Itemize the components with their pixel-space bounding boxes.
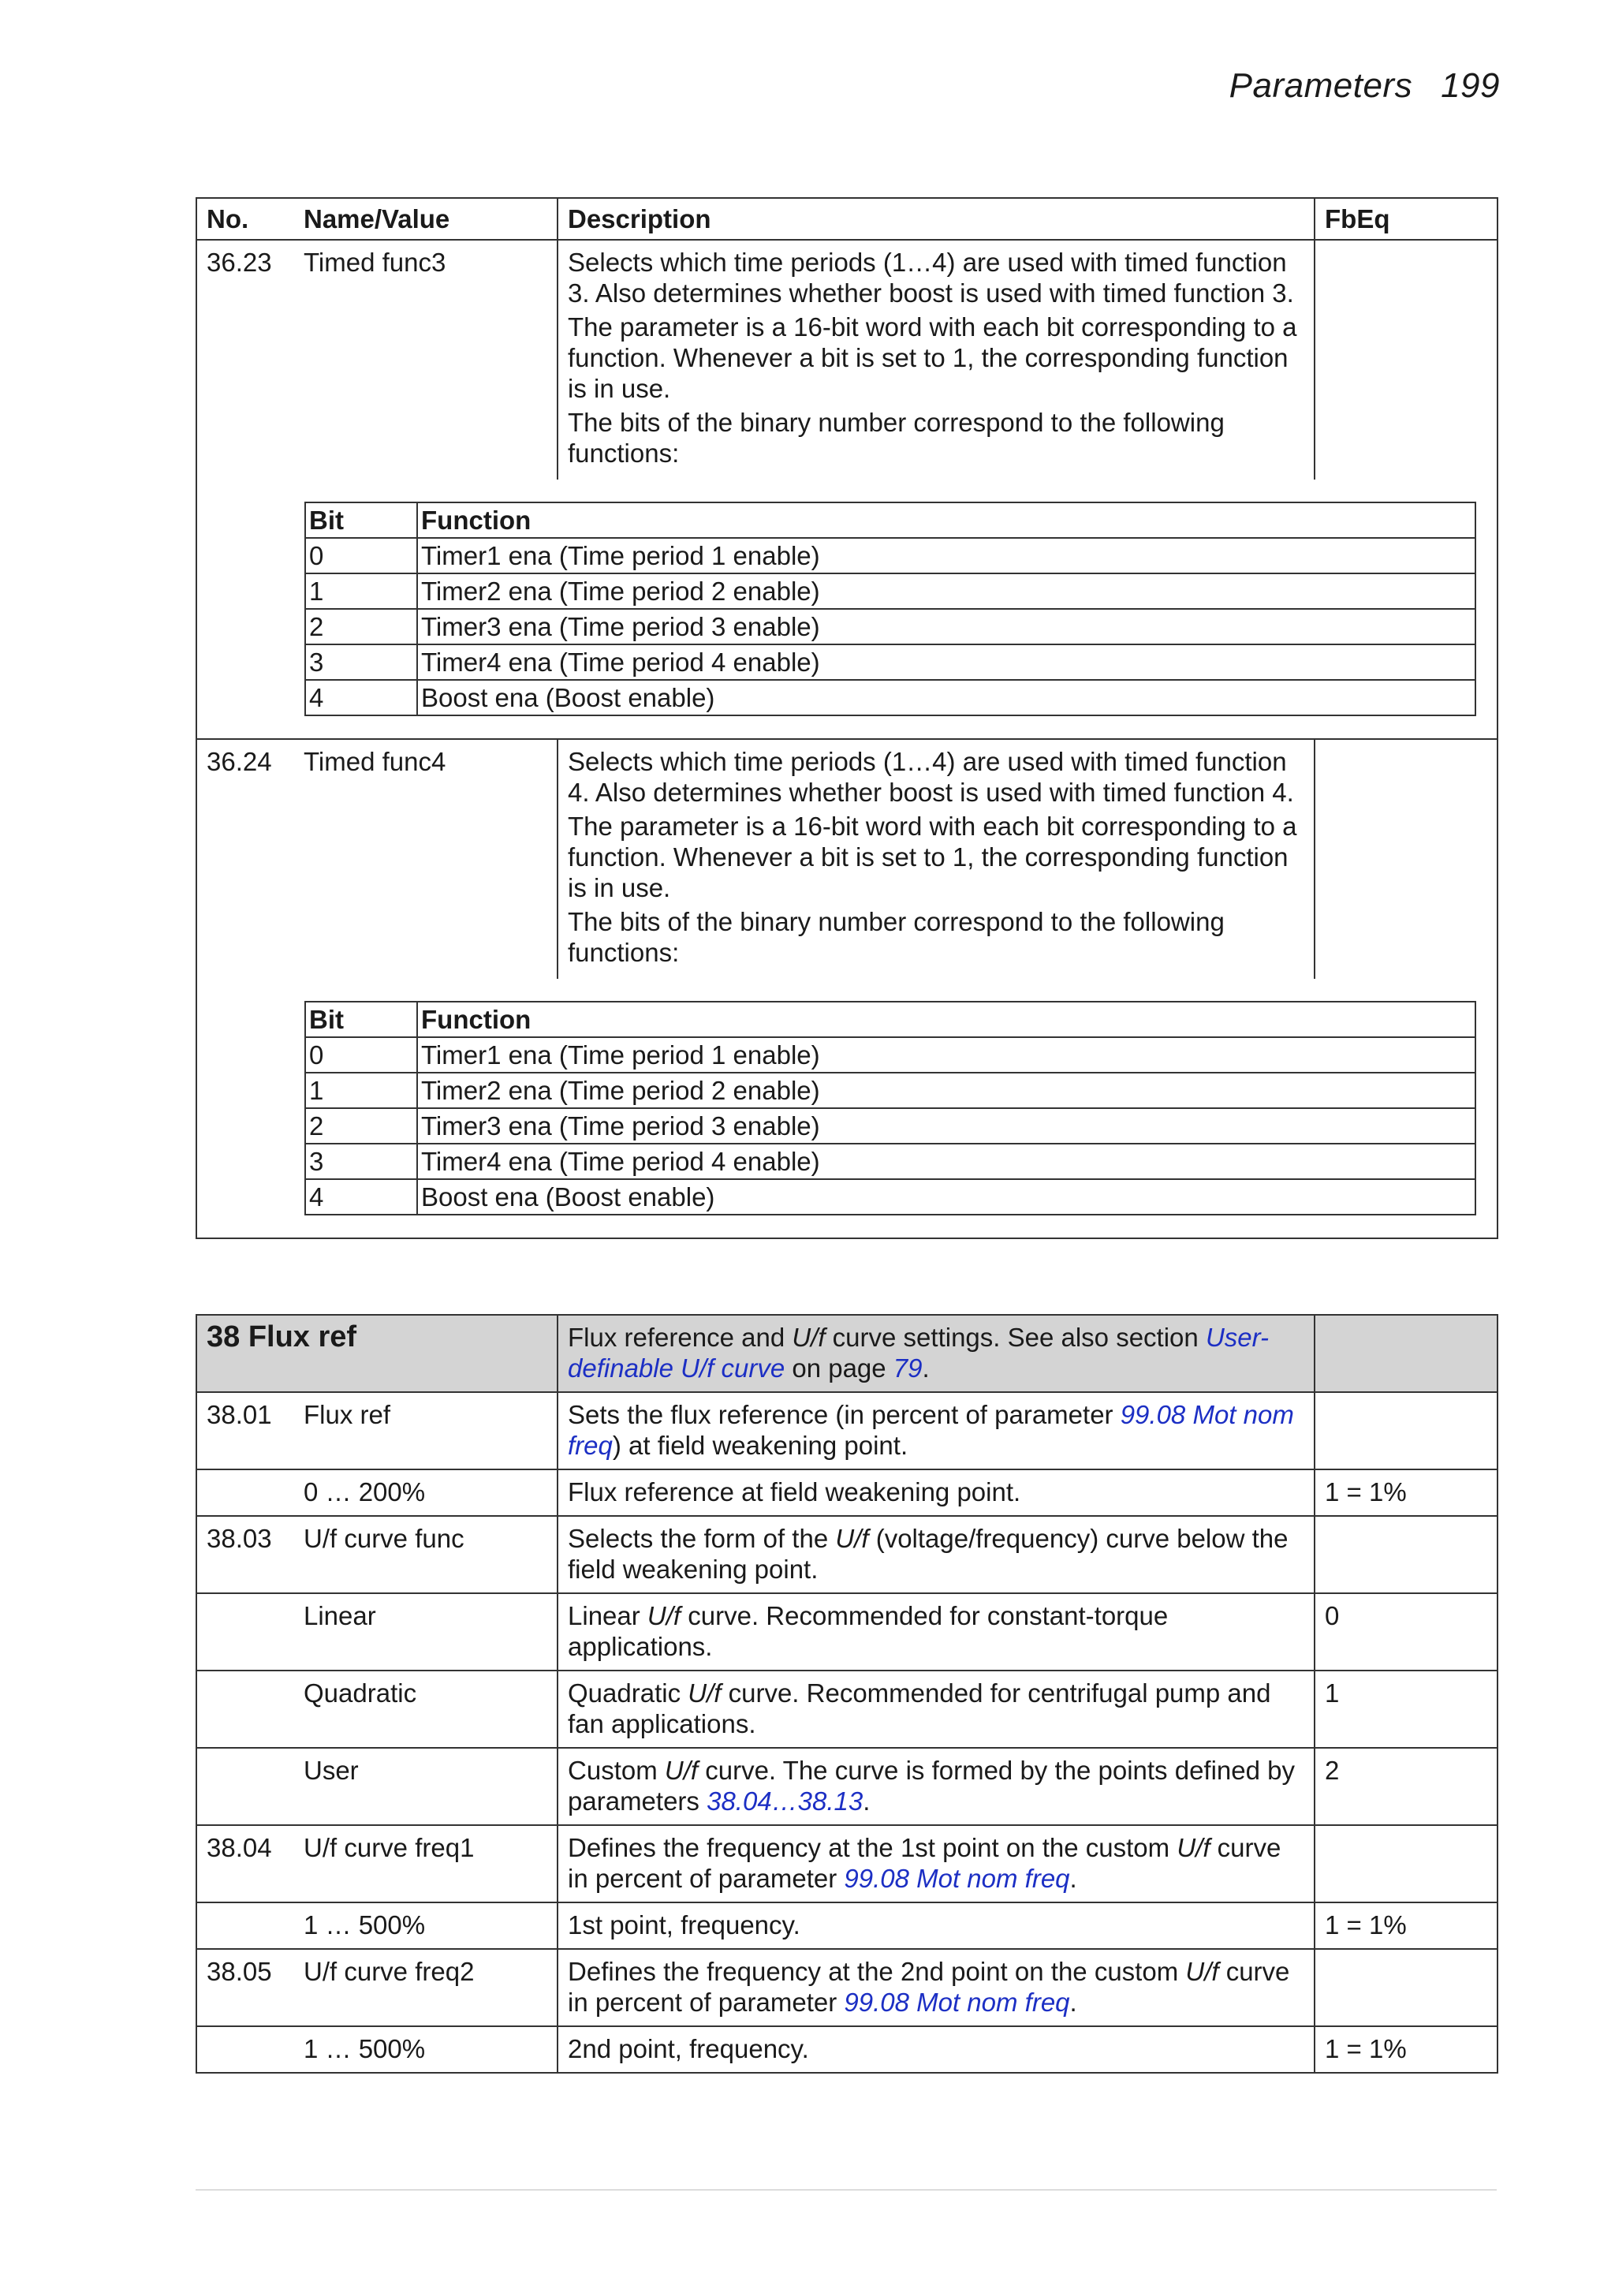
bit-function: Timer2 ena (Time period 2 enable) <box>417 573 1475 609</box>
group-header-row <box>196 1315 1498 1392</box>
text-run: curve. Recommended for centrifugal pump and fan applications. <box>568 1678 1271 1738</box>
param-name: U/f curve freq2 <box>294 1949 558 2026</box>
group-description <box>558 1315 1315 1392</box>
value-fbeq: 2 <box>1315 1748 1498 1825</box>
text-run: curve. The curve is formed by the points defined by parameters <box>568 1756 1296 1816</box>
param-row-3804 <box>196 1825 1498 1902</box>
param-description <box>558 240 1315 480</box>
col-header-fbeq: FbEq <box>1315 198 1498 240</box>
bit-function: Timer1 ena (Time period 1 enable) <box>417 1037 1475 1073</box>
bit-table-container <box>196 480 1498 739</box>
text-run: curve. Recommended for constant-torque applications. <box>568 1601 1169 1661</box>
col-header-description: Description <box>558 198 1315 240</box>
parameter-table-38 <box>196 1314 1498 2074</box>
param-fbeq <box>1315 1392 1498 1469</box>
bit-function: Timer3 ena (Time period 3 enable) <box>417 609 1475 644</box>
value-fbeq: 1 = 1% <box>1315 1469 1498 1516</box>
text-run: on page <box>785 1353 893 1383</box>
bit-row <box>305 573 1475 609</box>
bit-table-row-3623 <box>196 480 1498 739</box>
bit-function: Boost ena (Boost enable) <box>417 1179 1475 1215</box>
bit-function: Timer3 ena (Time period 3 enable) <box>417 1108 1475 1144</box>
text-run: U/f <box>664 1756 699 1785</box>
value-row <box>196 1671 1498 1748</box>
header-section-title: Parameters <box>1229 66 1413 105</box>
value-name: Quadratic <box>294 1671 558 1748</box>
desc-paragraph: Selects which time periods (1…4) are used with timed function 3. Also determines whether boost is used with timed function 3. <box>568 248 1294 308</box>
bit-function: Timer1 ena (Time period 1 enable) <box>417 538 1475 573</box>
section-link[interactable]: User-definable U/f curve <box>568 1323 1270 1383</box>
empty-cell <box>196 1469 294 1516</box>
param-fbeq <box>1315 1825 1498 1902</box>
bit-value: 3 <box>305 644 417 680</box>
group-fbeq <box>1315 1315 1498 1392</box>
param-name: Flux ref <box>294 1392 558 1469</box>
bit-value: 1 <box>305 573 417 609</box>
bit-row <box>305 609 1475 644</box>
text-run: Defines the frequency at the 1st point on the custom <box>568 1833 1177 1862</box>
value-fbeq: 1 = 1% <box>1315 2026 1498 2073</box>
group-title <box>196 1315 558 1392</box>
value-name: User <box>294 1748 558 1825</box>
bit-function-table <box>304 502 1476 716</box>
param-link[interactable]: 99.08 Mot nom freq <box>844 1864 1070 1893</box>
bit-function: Timer4 ena (Time period 4 enable) <box>417 644 1475 680</box>
param-number: 38.04 <box>196 1825 294 1902</box>
empty-cell <box>196 1593 294 1671</box>
bit-table-header <box>305 502 1475 538</box>
bit-value: 2 <box>305 609 417 644</box>
desc-paragraph: The parameter is a 16-bit word with each bit corresponding to a function. Whenever a bit is set to 1, the corresponding function is in use. <box>568 312 1297 403</box>
param-name: Timed func3 <box>294 240 558 480</box>
text-run: Sets the flux reference (in percent of parameter <box>568 1400 1121 1429</box>
bit-value: 4 <box>305 680 417 715</box>
bit-value: 0 <box>305 1037 417 1073</box>
param-number: 38.01 <box>196 1392 294 1469</box>
value-range: 0 … 200% <box>294 1469 558 1516</box>
page-number: 199 <box>1441 66 1500 105</box>
value-row <box>196 1593 1498 1671</box>
param-description <box>558 1392 1315 1469</box>
bit-table-row-3624 <box>196 979 1498 1238</box>
bit-value: 1 <box>305 1073 417 1108</box>
bit-row <box>305 644 1475 680</box>
function-header: Function <box>417 502 1475 538</box>
value-fbeq: 1 = 1% <box>1315 1902 1498 1949</box>
bit-row <box>305 680 1475 715</box>
col-header-name: Name/Value <box>294 198 558 240</box>
text-run: Selects the form of the <box>568 1524 836 1553</box>
bit-row <box>305 538 1475 573</box>
param-row-3623 <box>196 240 1498 480</box>
text-run: curve in percent of parameter <box>568 1957 1290 2017</box>
text-run: . <box>863 1786 871 1816</box>
text-run: . <box>922 1353 930 1383</box>
text-run: Linear <box>568 1601 647 1630</box>
text-run: U/f <box>1185 1957 1219 1986</box>
param-description <box>558 1825 1315 1902</box>
bit-row <box>305 1108 1475 1144</box>
page-header <box>1229 66 1500 106</box>
desc-paragraph: The bits of the binary number correspond to the following functions: <box>568 907 1225 967</box>
value-fbeq: 0 <box>1315 1593 1498 1671</box>
value-name: Linear <box>294 1593 558 1671</box>
text-run: U/f <box>835 1524 869 1553</box>
group-title-text: 38 Flux ref <box>207 1320 357 1353</box>
bit-table-container <box>196 979 1498 1238</box>
text-run: curve in percent of parameter <box>568 1833 1281 1893</box>
text-run: Defines the frequency at the 2nd point on the custom <box>568 1957 1186 1986</box>
bit-function: Timer4 ena (Time period 4 enable) <box>417 1144 1475 1179</box>
bit-function: Timer2 ena (Time period 2 enable) <box>417 1073 1475 1108</box>
desc-paragraph: Selects which time periods (1…4) are used with timed function 4. Also determines whether boost is used with timed function 4. <box>568 747 1294 807</box>
table-header-row <box>196 198 1498 240</box>
bit-row <box>305 1144 1475 1179</box>
bit-header: Bit <box>305 1002 417 1037</box>
desc-paragraph: The parameter is a 16-bit word with each bit corresponding to a function. Whenever a bit is set to 1, the corresponding function is in use. <box>568 812 1297 902</box>
empty-cell <box>196 1902 294 1949</box>
param-fbeq <box>1315 1949 1498 2026</box>
param-number: 38.03 <box>196 1516 294 1593</box>
value-description: Flux reference at field weakening point. <box>558 1469 1315 1516</box>
col-header-no: No. <box>196 198 294 240</box>
param-row-3624 <box>196 739 1498 979</box>
text-run: ) at field weakening point. <box>612 1431 908 1460</box>
bit-row <box>305 1073 1475 1108</box>
param-link[interactable]: 99.08 Mot nom freq <box>568 1400 1294 1460</box>
text-run: Custom <box>568 1756 665 1785</box>
param-name: U/f curve func <box>294 1516 558 1593</box>
text-run: U/f <box>647 1601 681 1630</box>
param-range-link[interactable]: 38.04…38.13 <box>707 1786 863 1816</box>
value-row <box>196 1748 1498 1825</box>
param-description <box>558 1516 1315 1593</box>
param-number: 36.23 <box>196 240 294 480</box>
param-description <box>558 739 1315 979</box>
bit-function: Boost ena (Boost enable) <box>417 680 1475 715</box>
text-run: curve settings. See also section <box>825 1323 1206 1352</box>
param-number: 36.24 <box>196 739 294 979</box>
value-description <box>558 1748 1315 1825</box>
param-link[interactable]: 99.08 Mot nom freq <box>844 1988 1070 2017</box>
bit-value: 2 <box>305 1108 417 1144</box>
value-description <box>558 1593 1315 1671</box>
bit-row <box>305 1179 1475 1215</box>
text-run: U/f <box>688 1678 722 1708</box>
text-run: Flux reference and <box>568 1323 793 1352</box>
value-range: 1 … 500% <box>294 2026 558 2073</box>
parameter-table-36 <box>196 197 1498 1239</box>
bit-function-table <box>304 1001 1476 1215</box>
param-name: Timed func4 <box>294 739 558 979</box>
bit-row <box>305 1037 1475 1073</box>
param-fbeq <box>1315 240 1498 480</box>
param-number: 38.05 <box>196 1949 294 2026</box>
text-run: Quadratic <box>568 1678 688 1708</box>
text-run: (voltage/frequency) curve below the field weakening point. <box>568 1524 1289 1584</box>
value-row <box>196 2026 1498 2073</box>
value-row <box>196 1902 1498 1949</box>
param-row-3801 <box>196 1392 1498 1469</box>
param-row-3803 <box>196 1516 1498 1593</box>
param-row-3805 <box>196 1949 1498 2026</box>
param-name: U/f curve freq1 <box>294 1825 558 1902</box>
param-description <box>558 1949 1315 2026</box>
text-run: . <box>1069 1988 1077 2017</box>
text-run: U/f <box>1177 1833 1210 1862</box>
empty-cell <box>196 2026 294 2073</box>
value-row <box>196 1469 1498 1516</box>
bit-value: 3 <box>305 1144 417 1179</box>
param-fbeq <box>1315 739 1498 979</box>
desc-paragraph: The bits of the binary number correspond to the following functions: <box>568 408 1225 468</box>
bit-header: Bit <box>305 502 417 538</box>
empty-cell <box>196 1748 294 1825</box>
value-description: 1st point, frequency. <box>558 1902 1315 1949</box>
value-description <box>558 1671 1315 1748</box>
text-run: U/f <box>792 1323 826 1352</box>
value-description: 2nd point, frequency. <box>558 2026 1315 2073</box>
function-header: Function <box>417 1002 1475 1037</box>
value-range: 1 … 500% <box>294 1902 558 1949</box>
bit-value: 0 <box>305 538 417 573</box>
param-fbeq <box>1315 1516 1498 1593</box>
page-link[interactable]: 79 <box>893 1353 923 1383</box>
value-fbeq: 1 <box>1315 1671 1498 1748</box>
bit-value: 4 <box>305 1179 417 1215</box>
text-run: . <box>1069 1864 1077 1893</box>
empty-cell <box>196 1671 294 1748</box>
bit-table-header <box>305 1002 1475 1037</box>
